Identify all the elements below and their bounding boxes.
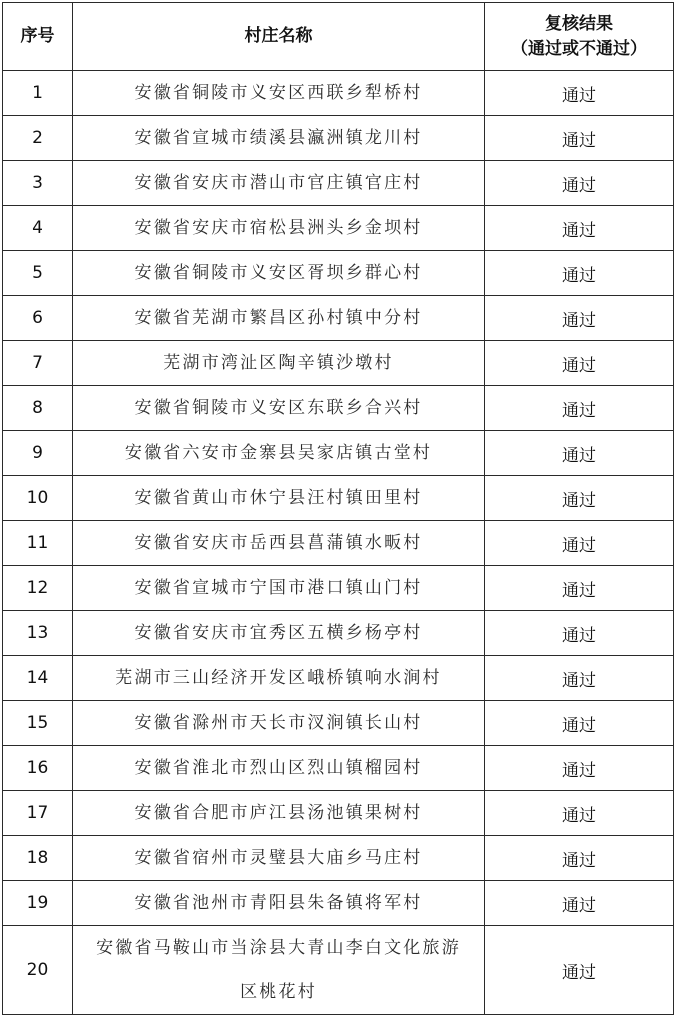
header-review-result — [485, 3, 674, 71]
row-village-name: 安徽省宣城市绩溪县瀛洲镇龙川村 — [73, 116, 485, 161]
header-village-name: 村庄名称 — [73, 3, 485, 71]
table-row — [3, 836, 674, 881]
row-village-name: 安徽省滁州市天长市汊涧镇长山村 — [73, 701, 485, 746]
row-village-name: 安徽省铜陵市义安区胥坝乡群心村 — [73, 251, 485, 296]
row-village-name: 安徽省黄山市休宁县汪村镇田里村 — [73, 476, 485, 521]
row-result: 通过 — [485, 746, 674, 791]
row-result: 通过 — [485, 926, 674, 1015]
row-result: 通过 — [485, 836, 674, 881]
table-row — [3, 71, 674, 116]
row-village-name: 安徽省芜湖市繁昌区孙村镇中分村 — [73, 296, 485, 341]
review-results-table — [2, 2, 674, 1015]
row-index: 10 — [3, 476, 73, 521]
row-village-name: 安徽省安庆市潜山市官庄镇官庄村 — [73, 161, 485, 206]
table-row — [3, 116, 674, 161]
table-row — [3, 746, 674, 791]
table-row — [3, 206, 674, 251]
row-index: 17 — [3, 791, 73, 836]
row-result: 通过 — [485, 251, 674, 296]
header-index: 序号 — [3, 3, 73, 71]
row-village-name: 安徽省宣城市宁国市港口镇山门村 — [73, 566, 485, 611]
row-index: 7 — [3, 341, 73, 386]
table-row — [3, 476, 674, 521]
table-row — [3, 926, 674, 1015]
row-village-name: 安徽省池州市青阳县朱备镇将军村 — [73, 881, 485, 926]
table-row — [3, 251, 674, 296]
table-row — [3, 161, 674, 206]
row-result: 通过 — [485, 296, 674, 341]
row-index: 4 — [3, 206, 73, 251]
row-index: 11 — [3, 521, 73, 566]
row-result: 通过 — [485, 386, 674, 431]
table-row — [3, 611, 674, 656]
row-village-name: 安徽省铜陵市义安区西联乡犁桥村 — [73, 71, 485, 116]
row-index: 6 — [3, 296, 73, 341]
table-row — [3, 521, 674, 566]
table-row — [3, 341, 674, 386]
table-row — [3, 656, 674, 701]
row-index: 2 — [3, 116, 73, 161]
row-village-name: 芜湖市湾沚区陶辛镇沙墩村 — [73, 341, 485, 386]
row-result: 通过 — [485, 206, 674, 251]
row-village-name: 芜湖市三山经济开发区峨桥镇响水涧村 — [73, 656, 485, 701]
row-index: 1 — [3, 71, 73, 116]
row-result: 通过 — [485, 566, 674, 611]
row-village-name: 安徽省宿州市灵璧县大庙乡马庄村 — [73, 836, 485, 881]
row-index: 12 — [3, 566, 73, 611]
row-village-name: 安徽省六安市金寨县吴家店镇古堂村 — [73, 431, 485, 476]
row-result: 通过 — [485, 71, 674, 116]
table-row — [3, 431, 674, 476]
row-result: 通过 — [485, 521, 674, 566]
row-result: 通过 — [485, 611, 674, 656]
row-result: 通过 — [485, 881, 674, 926]
table-row — [3, 566, 674, 611]
table-row — [3, 701, 674, 746]
table-row — [3, 386, 674, 431]
row-result: 通过 — [485, 791, 674, 836]
row-village-name: 安徽省淮北市烈山区烈山镇榴园村 — [73, 746, 485, 791]
header-review-result-note: （通过或不通过） — [511, 38, 647, 59]
row-result: 通过 — [485, 161, 674, 206]
row-index: 16 — [3, 746, 73, 791]
row-index: 15 — [3, 701, 73, 746]
row-village-name: 安徽省铜陵市义安区东联乡合兴村 — [73, 386, 485, 431]
row-index: 13 — [3, 611, 73, 656]
row-index: 18 — [3, 836, 73, 881]
row-result: 通过 — [485, 701, 674, 746]
row-index: 20 — [3, 926, 73, 1015]
table-row — [3, 791, 674, 836]
row-village-name: 安徽省安庆市宿松县洲头乡金坝村 — [73, 206, 485, 251]
row-village-name: 安徽省合肥市庐江县汤池镇果树村 — [73, 791, 485, 836]
row-index: 5 — [3, 251, 73, 296]
table-row — [3, 296, 674, 341]
row-result: 通过 — [485, 116, 674, 161]
row-index: 8 — [3, 386, 73, 431]
row-result: 通过 — [485, 476, 674, 521]
row-village-name: 安徽省安庆市宜秀区五横乡杨亭村 — [73, 611, 485, 656]
row-village-name: 安徽省安庆市岳西县菖蒲镇水畈村 — [73, 521, 485, 566]
row-index: 19 — [3, 881, 73, 926]
row-result: 通过 — [485, 341, 674, 386]
row-result: 通过 — [485, 431, 674, 476]
table-row — [3, 881, 674, 926]
row-result: 通过 — [485, 656, 674, 701]
row-village-name: 安徽省马鞍山市当涂县大青山李白文化旅游区桃花村 — [73, 926, 485, 1015]
row-index: 3 — [3, 161, 73, 206]
row-index: 14 — [3, 656, 73, 701]
table-header-row — [3, 3, 674, 71]
header-review-result-title: 复核结果 — [545, 13, 613, 34]
row-index: 9 — [3, 431, 73, 476]
